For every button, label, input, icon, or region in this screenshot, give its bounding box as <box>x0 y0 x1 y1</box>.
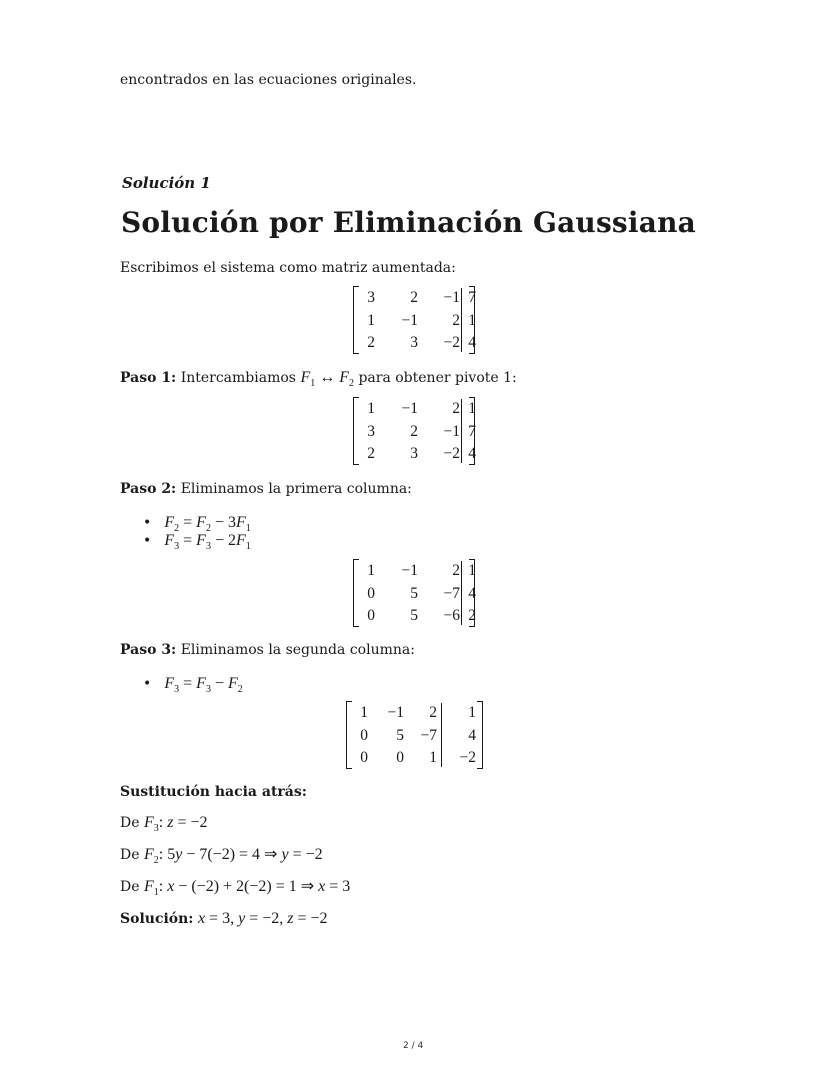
de-label: De <box>120 879 140 895</box>
back-substitution-label: Sustitución hacia atrás: <box>120 784 307 800</box>
matrix-cell: 2 <box>410 422 418 440</box>
matrix-cell: 4 <box>468 334 476 351</box>
matrix-cell: −1 <box>443 289 460 306</box>
back-sub-x: De $F_1$: x − (−2) + 2(−2) = 1 ⇒ x = 3 <box>120 878 351 899</box>
matrix-cell: 4 <box>468 726 476 744</box>
step1-swap-math: $F_1$ ↔ $F_2$ <box>300 369 354 390</box>
final-solution: Solución: x = 3, y = −2, z = −2 <box>120 910 328 927</box>
matrix-cell: 0 <box>367 607 375 624</box>
matrix-cell: −1 <box>443 422 460 440</box>
step1-line <box>120 369 517 393</box>
step1-text-b: para obtener pivote 1: <box>358 370 517 386</box>
step3-line <box>120 641 415 659</box>
matrix-cell: 2 <box>429 704 437 721</box>
augmented-matrix-step1 <box>353 397 475 465</box>
step3-label: Paso 3: <box>120 642 177 658</box>
bullet-icon: • <box>143 676 152 692</box>
augmented-intro: Escribimos el sistema como matriz aumentada: <box>120 260 456 276</box>
step2-text: Eliminamos la primera columna: <box>180 481 412 497</box>
matrix-cell: 2 <box>410 289 418 306</box>
matrix-cell: 5 <box>410 584 418 602</box>
matrix-cell: 2 <box>452 400 460 417</box>
matrix-cell: 5 <box>396 726 404 744</box>
matrix-cell: 2 <box>367 445 375 462</box>
matrix-cell: −1 <box>401 562 418 579</box>
matrix-cell: 1 <box>367 562 375 579</box>
step2-label: Paso 2: <box>120 481 177 497</box>
matrix-cell: 2 <box>452 562 460 579</box>
step3-op-1: • $F_3 = F_3 - F_2$ <box>143 675 243 696</box>
matrix-cell: 0 <box>360 726 368 744</box>
step1-text-a: Intercambiamos <box>180 370 296 386</box>
matrix-cell: 1 <box>468 311 476 329</box>
matrix-cell: −6 <box>443 607 460 624</box>
matrix-cell: −1 <box>387 704 404 721</box>
matrix-cell: 0 <box>360 749 368 766</box>
matrix-cell: 4 <box>468 445 476 462</box>
back-sub-y: De $F_2$: 5y − 7(−2) = 4 ⇒ y = −2 <box>120 846 323 867</box>
matrix-cell: −2 <box>459 749 476 766</box>
matrix-cell: 3 <box>367 289 375 306</box>
augmented-matrix-initial <box>353 286 475 354</box>
matrix-cell: 1 <box>367 311 375 329</box>
section-title: Solución por Eliminación Gaussiana <box>121 206 696 239</box>
matrix-cell: 4 <box>468 584 476 602</box>
matrix-cell: 1 <box>360 704 368 721</box>
matrix-cell: 1 <box>367 400 375 417</box>
matrix-cell: 7 <box>468 422 476 440</box>
bullet-icon: • <box>143 533 152 549</box>
bullet-icon: • <box>143 515 152 531</box>
matrix-cell: 3 <box>367 422 375 440</box>
augmented-matrix-step2 <box>353 559 475 627</box>
matrix-cell: 0 <box>367 584 375 602</box>
step2-op-1: • $F_2 = F_2 - 3F_1$ <box>143 514 251 535</box>
matrix-cell: −2 <box>443 334 460 351</box>
matrix-cell: 7 <box>468 289 476 306</box>
step3-text: Eliminamos la segunda columna: <box>180 642 415 658</box>
matrix-cell: −1 <box>401 311 418 329</box>
matrix-cell: 1 <box>468 562 476 579</box>
matrix-cell: 3 <box>410 334 418 351</box>
matrix-cell: −7 <box>443 584 460 602</box>
intro-line: encontrados en las ecuaciones originales. <box>120 72 417 88</box>
matrix-cell: 2 <box>367 334 375 351</box>
matrix-cell: −7 <box>420 726 437 744</box>
final-solution-label: Solución: <box>120 911 194 927</box>
matrix-cell: −2 <box>443 445 460 462</box>
page-number: 2 / 4 <box>403 1041 424 1051</box>
matrix-cell: 2 <box>452 311 460 329</box>
matrix-cell: 1 <box>468 400 476 417</box>
matrix-cell: 0 <box>396 749 404 766</box>
matrix-cell: 1 <box>429 749 437 766</box>
step2-op-2: • $F_3 = F_3 - 2F_1$ <box>143 532 251 553</box>
matrix-cell: 3 <box>410 445 418 462</box>
solution-label: Solución 1 <box>122 174 211 192</box>
matrix-cell: −1 <box>401 400 418 417</box>
matrix-cell: 1 <box>468 704 476 721</box>
de-label: De <box>120 847 140 863</box>
matrix-cell: 2 <box>468 607 476 624</box>
matrix-right-bracket <box>477 701 483 769</box>
matrix-cell: 5 <box>410 607 418 624</box>
step1-label: Paso 1: <box>120 370 177 386</box>
back-sub-z: De $F_3$: z = −2 <box>120 814 208 835</box>
augmented-matrix-step3 <box>346 701 483 769</box>
de-label: De <box>120 815 140 831</box>
step2-line <box>120 480 412 498</box>
